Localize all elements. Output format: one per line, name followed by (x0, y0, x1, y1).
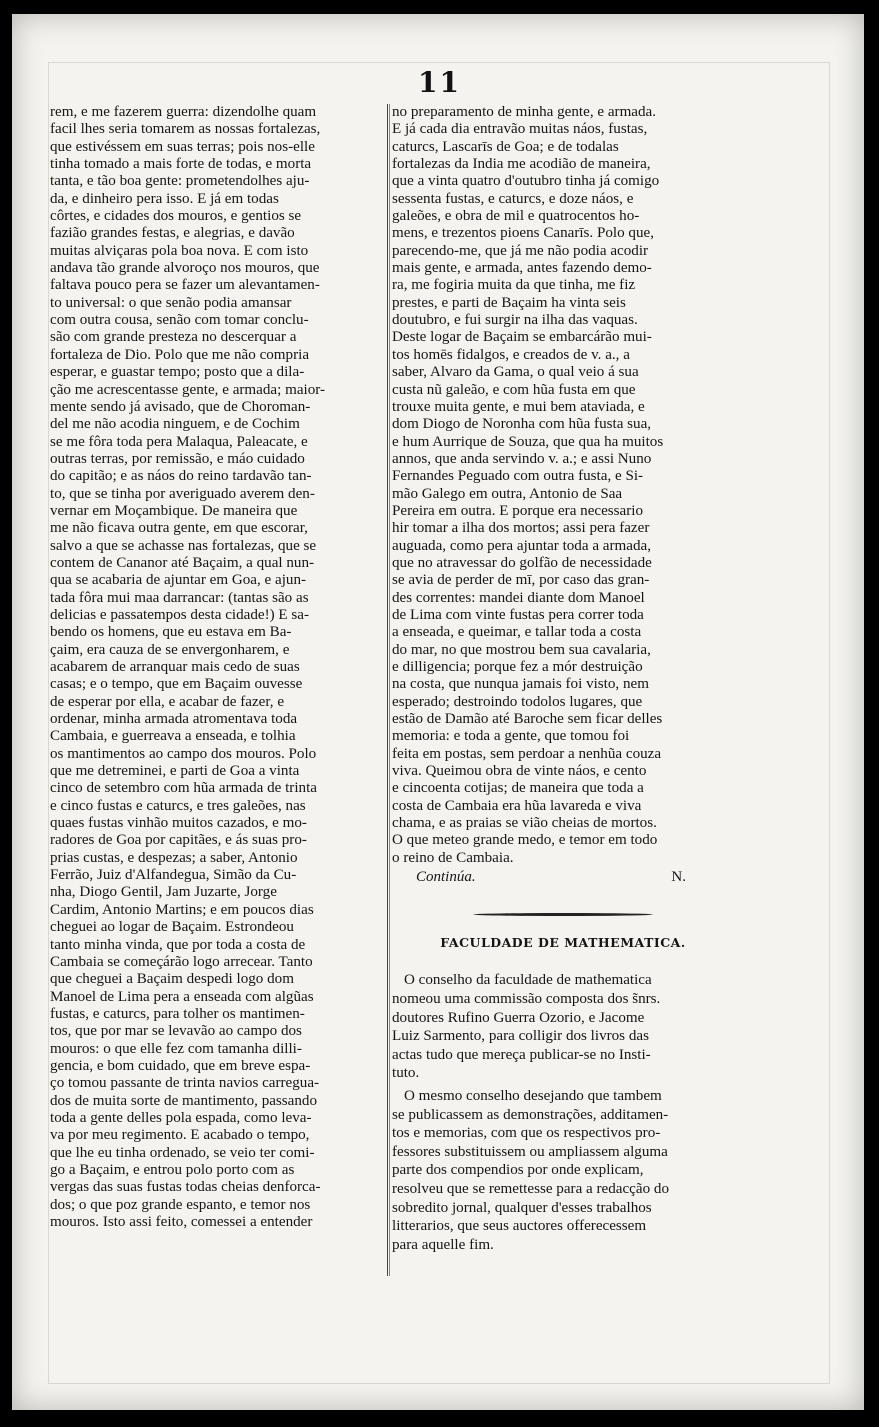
text-line: se me fôra toda pera Malaqua, Paleacate, e (50, 433, 308, 450)
text-line: prias custas, e despezas; a saber, Antonio (50, 849, 298, 866)
text-line: mais gente, e armada, antes fazendo demo- (392, 260, 652, 277)
text-line: e dilligencia; porque fez a mór destruição (392, 659, 643, 675)
text-line: galeões, e obra de mil e quatrocentos ho- (392, 208, 640, 225)
text-line: do capitão; e as náos do reino tardavão tan- (50, 468, 312, 485)
text-line: O conselho da faculdade de mathematica (404, 972, 652, 989)
text-line: cinco de setembro com hũa armada de trinta (50, 780, 317, 797)
text-line: se avia de perder de mī, por caso das gran- (392, 572, 650, 589)
text-line: go a Baçaim, e entrou polo porto com as (50, 1161, 295, 1178)
text-line: no preparamento de minha gente, e armada. (392, 104, 657, 120)
text-line: dos; o que poz grande espanto, e temor nos (50, 1196, 311, 1213)
text-line: fazião grandes festas, e alegrias, e davão (50, 225, 295, 242)
text-line: hir tomar a ilha dos mortos; assi pera fazer (392, 520, 650, 537)
text-line: fustas, e caturcs, para tolher os mantimen- (50, 1005, 305, 1022)
text-line: com outra cousa, senão com tomar conclu- (50, 312, 309, 329)
text-line: nha, Diogo Gentil, Jam Juzarte, Jorge (50, 884, 277, 901)
text-line: actas tudo que mereça publicar-se no Insti- (392, 1046, 651, 1063)
text-line: a enseada, e queimar, e tallar toda a costa (392, 624, 642, 641)
text-line: que no atravessar do golfão de necessidade (392, 554, 652, 571)
text-line: contem de Cananor até Baçaim, a qual nun- (50, 554, 315, 571)
text-line: gencia, e bom cuidado, que em breve espa- (50, 1057, 311, 1074)
text-line: e hum Aurrique de Souza, que qua ha muitos (392, 433, 664, 450)
text-line: des correntes: mandei diante dom Manoel (392, 589, 645, 606)
text-line: de Lima com vinte fustas pera correr toda (392, 606, 644, 623)
text-line: nomeou uma commissão composta dos s̃nrs. (392, 991, 661, 1008)
text-line: feita em postas, sem perdoar a nenhũa couza (392, 745, 662, 762)
text-line: vernar em Moçambique. De maneira que (50, 502, 298, 519)
text-line: andava tão grande alvoroço nos mouros, que (50, 260, 320, 277)
text-line: fortaleza de Dio. Polo que me não compria (50, 346, 310, 363)
text-line: sessenta fustas, e caturcs, e doze náos, e (392, 190, 634, 207)
continua-label: Continúa. (416, 869, 476, 886)
text-line: esperado; destroindo todolos lugares, que (392, 693, 643, 710)
text-line: annos, que anda servindo v. a.; e assi Nuno (392, 450, 652, 467)
page-number: 11 (418, 66, 461, 99)
section-body (392, 971, 734, 1254)
text-line: que estivéssem em suas terras; pois nos-elle (50, 138, 315, 155)
text-line: Luiz Sarmento, para colligir dos livros das (392, 1028, 649, 1045)
text-line: dos de muita sorte de mantimento, passando (50, 1092, 318, 1109)
column-divider-shadow (389, 104, 390, 1276)
text-line: tanta, e tão boa gente: prometendolhes aju- (50, 173, 310, 190)
text-line: rem, e me fazerem guerra: dizendolhe quam (50, 104, 317, 120)
text-line: Cambaia se começárão logo arrecear. Tanto (50, 953, 313, 970)
section-heading: FACULDADE DE MATHEMATICA. (440, 935, 686, 951)
text-line: O mesmo conselho desejando que tambem (404, 1088, 662, 1105)
text-line: fortalezas da India me acodião de maneira, (392, 156, 651, 173)
text-line: na costa, que nunqua jamais foi visto, nem (392, 676, 649, 693)
text-line: memoria: e toda a gente, que tomou foi (392, 728, 630, 745)
text-line: tada fôra mui maa darrancar: (tantas são as (50, 589, 309, 606)
text-line: to universal: o que senão podia amansar (50, 294, 292, 311)
text-line: çaim, era cauza de se envergonharem, e (50, 641, 290, 658)
text-line: viva. Queimou obra de vinte náos, e cento (392, 763, 647, 780)
text-line: se publicassem as demonstrações, additamen- (392, 1106, 669, 1123)
text-line: côrtes, e cidades dos mouros, e gentios se (50, 208, 302, 225)
text-line: salvo a que se achasse nas fortalezas, que se (50, 537, 317, 554)
text-line: são com grande presteza no descerquar a (50, 329, 297, 346)
text-line: do mar, no que mostrou bem sua cavalaria, (392, 641, 651, 658)
text-line: tanto minha vinda, que por toda a costa de (50, 936, 306, 953)
text-line: Manoel de Lima pera a enseada com algũas (50, 988, 314, 1005)
text-line: doutores Rufino Guerra Ozorio, e Jacome (392, 1009, 645, 1026)
text-line: radores de Goa por capitães, e ás suas pro- (50, 832, 307, 849)
text-line: para aquelle fim. (392, 1236, 494, 1253)
text-line: E já cada dia entravão muitas náos, fustas, (392, 121, 648, 138)
text-line: del me não acodia ninguem, e de Cochim (50, 416, 300, 433)
text-line: tos e memorias, com que os respectivos pro- (392, 1125, 661, 1142)
section-rule (473, 913, 653, 916)
author-initial: N. (671, 869, 686, 886)
text-line: trouxe muita gente, e mui bem ataviada, e (392, 398, 645, 415)
text-line: cheguei ao logar de Baçaim. Estrondeou (50, 919, 294, 936)
text-line: Fernandes Peguado com outra fusta, e Si- (392, 468, 644, 485)
right-column (392, 104, 734, 1258)
text-line: to, que se tinha por averiguado averem den- (50, 485, 315, 502)
text-line: tos homēs fidalgos, e creados de v. a., a (392, 346, 630, 363)
text-line: sobredito jornal, qualquer d'esses trabalhos (392, 1199, 652, 1216)
left-column (50, 104, 390, 1231)
text-line: parte dos compendios por onde explicam, (392, 1162, 644, 1179)
text-line: que me detreminei, e parti de Goa a vinta (50, 763, 300, 780)
text-line: Cambaia, e guerreava a enseada, e tolhia (50, 728, 296, 745)
text-line: va por meu regimento. E acabado o tempo, (50, 1127, 310, 1144)
text-line: toda a gente delles pola espada, como leva- (50, 1109, 312, 1126)
text-line: parecendo-me, que já me não podia acodir (392, 242, 649, 259)
text-line: Cardim, Antonio Martins; e em poucos dias (50, 901, 314, 918)
text-line: mens, e trezentos pioens Canarīs. Polo que, (392, 225, 654, 242)
text-line: litterarios, que seus auctores offerecessem (392, 1218, 647, 1235)
text-line: Pereira em outra. E porque era necessario (392, 502, 644, 519)
text-line: de esperar por ella, e acabar de fazer, e (50, 693, 285, 710)
text-line: qua se acabaria de ajuntar em Goa, e ajun- (50, 572, 307, 589)
text-line: custa nũ galeão, e com hũa fusta em que (392, 381, 636, 398)
text-line: saber, Alvaro da Gama, o qual veio á sua (392, 364, 639, 381)
text-line: Deste logar de Baçaim se embarcárão mui- (392, 329, 652, 346)
text-line: mão Galego em outra, Antonio de Saa (392, 485, 623, 502)
column-divider (387, 104, 388, 1276)
text-line: delicias e passatempos desta cidade!) E sa- (50, 606, 310, 623)
text-line: resolveu que se remettesse para a redacção do (392, 1181, 669, 1197)
text-line: tuto. (392, 1065, 420, 1082)
text-line: tinha tomado a mais forte de todas, e morta (50, 156, 312, 173)
text-line: e cincoenta cotijas; de maneira que toda a (392, 780, 644, 797)
text-line: vergas das suas fustas todas cheias denforca- (50, 1179, 321, 1196)
text-line: que lhe eu tinha ordenado, se veio ter comi- (50, 1144, 315, 1161)
text-line: quaes fustas vinhão muitos cazados, e mo- (50, 815, 307, 832)
text-line: outras terras, por remissão, e máo cuidado (50, 450, 305, 467)
text-line: dom Diogo de Noronha com hũa fusta sua, (392, 416, 652, 433)
text-line: mouros. Isto assi feito, comessei a entender (50, 1214, 313, 1230)
continuation-signoff (392, 867, 734, 891)
text-line: doutubro, e fui surgir na ilha das vaquas. (392, 312, 638, 329)
text-line: auguada, como pera ajuntar toda a armada, (392, 537, 651, 554)
section-paragraph (392, 1087, 734, 1254)
text-line: bendo os homens, que eu estava em Ba- (50, 624, 292, 641)
text-line: estão de Damão até Baroche sem ficar delles (392, 711, 663, 728)
text-line: prestes, e parti de Baçaim ha vinta seis (392, 294, 626, 311)
text-line: casas; e o tempo, que em Baçaim ouvesse (50, 676, 303, 693)
text-line: da, e dinheiro pera isso. E já em todas (50, 190, 279, 207)
text-line: e cinco fustas e caturcs, e tres galeões, nas (50, 797, 306, 814)
text-line: que cheguei a Baçaim despedi logo dom (50, 971, 294, 988)
text-line: acabarem de arranquar mais cedo de suas (50, 659, 300, 675)
text-line: Ferrão, Juiz d'Alfandegua, Simão da Cu- (50, 867, 297, 884)
text-line: o reino de Cambaia. (392, 849, 514, 866)
text-line: ordenar, minha armada atromentava toda (50, 711, 298, 728)
text-line: esperar, e guastar tempo; posto que a dila- (50, 364, 305, 381)
right-column-text (392, 104, 734, 867)
section-paragraph (392, 971, 734, 1083)
text-line: mente sendo já avisado, que de Choroman- (50, 398, 311, 415)
text-line: tos, que por mar se levavão ao campo dos (50, 1023, 302, 1040)
text-line: os mantimentos ao campo dos mouros. Polo (50, 745, 317, 762)
text-line: ra, me fogiria muita da que tinha, me fiz (392, 277, 636, 294)
text-line: ço tomou passante de trinta navios carregua- (50, 1075, 320, 1092)
text-line: mouros: o que elle fez com tamanha dilli- (50, 1040, 302, 1057)
text-line: ção me acrescentasse gente, e armada; maior- (50, 381, 326, 398)
text-line: me não ficava outra gente, em que escorar, (50, 520, 308, 537)
text-line: que a vinta quatro d'outubro tinha já comigo (392, 173, 660, 190)
text-line: faltava pouco pera se fazer um alevantamen- (50, 277, 320, 294)
text-line: fessores substituissem ou ampliassem alguma (392, 1143, 668, 1160)
text-line: muitas alviçaras pola boa nova. E com isto (50, 242, 309, 259)
text-line: O que meteo grande medo, e temor em todo (392, 832, 658, 849)
text-line: costa de Cambaia era hũa lavareda e viva (392, 797, 642, 814)
text-line: facil lhes seria tomarem as nossas fortalezas, (50, 121, 321, 138)
text-line: chama, e as praias se vião cheias de mortos. (392, 815, 657, 832)
text-line: caturcs, Lascarīs de Goa; e de todalas (392, 138, 619, 155)
